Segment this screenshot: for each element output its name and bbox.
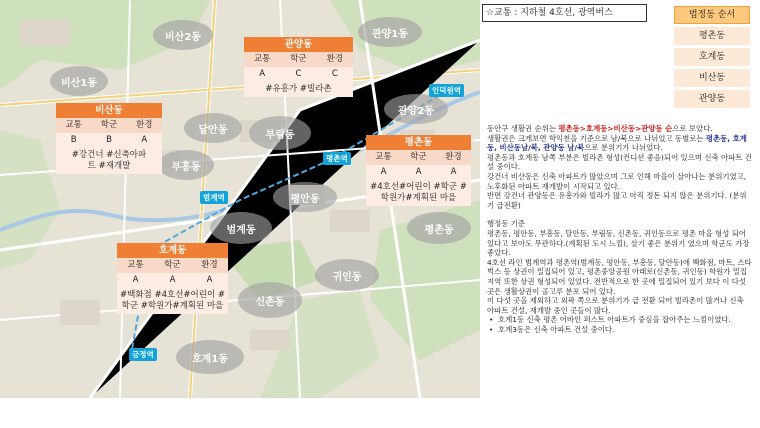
dong-bisan2: 비산2동: [153, 20, 213, 50]
text: 으로 분위기가 나뉘었다.: [584, 143, 663, 153]
order-title: 법정동 순서: [674, 6, 750, 24]
station-indeogwon: 인덕원역: [429, 84, 464, 97]
paragraph: 강건너 비산동은 신축 아파트가 많았으며 그로 인해 마을이 살아나는 분위기였고, 노후화된 아파트 재개발이 시작되고 있다.: [487, 171, 747, 191]
card-tags: #4호선#어린이 #학군 #학원가#계획된 마을: [366, 180, 471, 206]
card-tags: #강건너 #신축아파트 #재개발: [56, 148, 162, 174]
card-tags: #유흥가 #빌라촌: [244, 82, 353, 97]
dong-bisan1: 비산1동: [50, 66, 108, 96]
dong-dalan: 달안동: [184, 113, 242, 143]
dong-burim: 부림동: [249, 116, 311, 150]
card-tags: #백화점 #4호선#어린이 #학군 #학원가#계획된 마을: [117, 288, 228, 314]
card-title: 비산동: [56, 103, 162, 118]
grade-cell: A: [127, 133, 162, 148]
order-item: 비산동: [674, 69, 750, 87]
order-item: 평촌동: [674, 27, 750, 45]
col-header: 환경: [317, 52, 353, 67]
col-header: 학군: [280, 52, 316, 67]
grade-cell: A: [117, 273, 154, 288]
dong-guiin: 귀인동: [315, 259, 379, 291]
grade-cell: A: [154, 273, 191, 288]
card-hogye: [117, 243, 228, 314]
card-title: 호계동: [117, 243, 228, 258]
area-paragraph: [487, 134, 752, 153]
description-panel: [487, 124, 752, 334]
dong-pyeongan: 평안동: [273, 182, 337, 212]
dong-gwanyang2: 관양2동: [384, 94, 448, 124]
paragraph: 평촌동, 평안동, 부흥동, 달안동, 부림동, 신촌동, 귀인동으로 평촌 마을 형성 되어 있다고 보아도 무관하다.(계획된 도시 느낌), 살기 좋은 분위기 였으며 학군도 가장 좋았다.: [487, 228, 750, 258]
grade-cell: B: [91, 133, 126, 148]
col-header: 교통: [244, 52, 280, 67]
col-header: 교통: [56, 118, 91, 133]
grade-cell: C: [280, 67, 316, 82]
station-geumjeong: 금정역: [129, 348, 157, 361]
text: 으로 보았다.: [672, 124, 713, 133]
legal-dong-order-box: [674, 6, 750, 108]
paragraph: 4호선 라인 범계역과 평촌역(범계동, 평안동, 부흥동, 달안동)에 백화점, 마트, 스타벅스 등 상권이 밀집되어 있고, 평촌중앙공원 아래로(신촌동, 귀인동) 학원가 밀집지역 또한 상권 형성되어 있었다. 전반적으로 한 곳에 밀집되어 있기 보다 이 다섯 곳은 생활상권이 골고루 분포 되어 있다.: [487, 257, 752, 296]
bullet-item: • 호계1동 신축 평촌 어바인 퍼스트 아파트가 중심을 잡아주는 느낌이였다.: [487, 315, 752, 325]
card-bisan: [56, 103, 162, 174]
dong-buheung: 부흥동: [158, 150, 214, 180]
card-title: 평촌동: [366, 135, 471, 150]
dong-pyeongchon: 평촌동: [407, 212, 471, 244]
grade-cell: C: [317, 67, 353, 82]
col-header: 학군: [401, 150, 436, 165]
paragraph: 반면 강건너 관양동은 유흥가와 빌라가 많고 아직 정돈 되지 않은 분위기다. (분위기 급전환): [487, 191, 747, 210]
col-header: 환경: [436, 150, 471, 165]
grade-cell: A: [436, 165, 471, 180]
grade-cell: A: [366, 165, 401, 180]
grade-cell: A: [244, 67, 280, 82]
order-item: 호계동: [674, 48, 750, 66]
ranking-paragraph: [487, 124, 752, 134]
text: 동안구 생활권 순위는: [487, 124, 559, 133]
transport-header: ☆교통 : 지하철 4호선, 광역버스: [482, 4, 647, 22]
paragraph: 행정동 기준: [487, 219, 526, 229]
dong-gwanyang1: 관양1동: [358, 17, 422, 47]
bullet-item: • 호계3동은 신축 아파트 건설 중이다.: [487, 325, 752, 335]
bullet-list: [487, 315, 752, 334]
card-pyeongchon: [366, 135, 471, 206]
paragraph: 이 다섯 곳을 제외하고 외곽 쪽으로 분위기가 급 전환 되어 빌라촌이 많거나 신축 아파트 건설, 재개발 중인 곳들이 많다.: [487, 296, 744, 315]
card-title: 관양동: [244, 37, 353, 52]
col-header: 환경: [191, 258, 228, 273]
col-header: 학군: [91, 118, 126, 133]
paragraph: 평촌동과 호계동 남쪽 부분은 빌라촌 형성(컨디션 좋음)되어 있으며 신축 아파트 건설 중이다.: [487, 152, 752, 172]
col-header: 환경: [127, 118, 162, 133]
card-gwanyang: [244, 37, 353, 97]
grade-cell: A: [191, 273, 228, 288]
ranking-highlight: 평촌동>호계동>비산동>관양동 순: [558, 124, 673, 133]
dong-sinchon: 신촌동: [238, 282, 302, 318]
text: 생활권은 크게보면 학익천을 기준으로 남/북으로 나뉘었고 동별로는: [487, 133, 706, 143]
col-header: 학군: [154, 258, 191, 273]
station-beomgye: 범계역: [200, 191, 228, 204]
col-header: 교통: [117, 258, 154, 273]
dong-hogye1: 호계1동: [176, 340, 244, 374]
order-item: 관양동: [674, 90, 750, 108]
col-header: 교통: [366, 150, 401, 165]
area-highlight: 평촌동, 호계동, 비산동남/북, 관양동 남/북: [487, 133, 747, 153]
dong-beomgye: 범계동: [210, 212, 272, 244]
station-pyeongchon: 평촌역: [323, 152, 351, 165]
grade-cell: B: [56, 133, 91, 148]
grade-cell: A: [401, 165, 436, 180]
